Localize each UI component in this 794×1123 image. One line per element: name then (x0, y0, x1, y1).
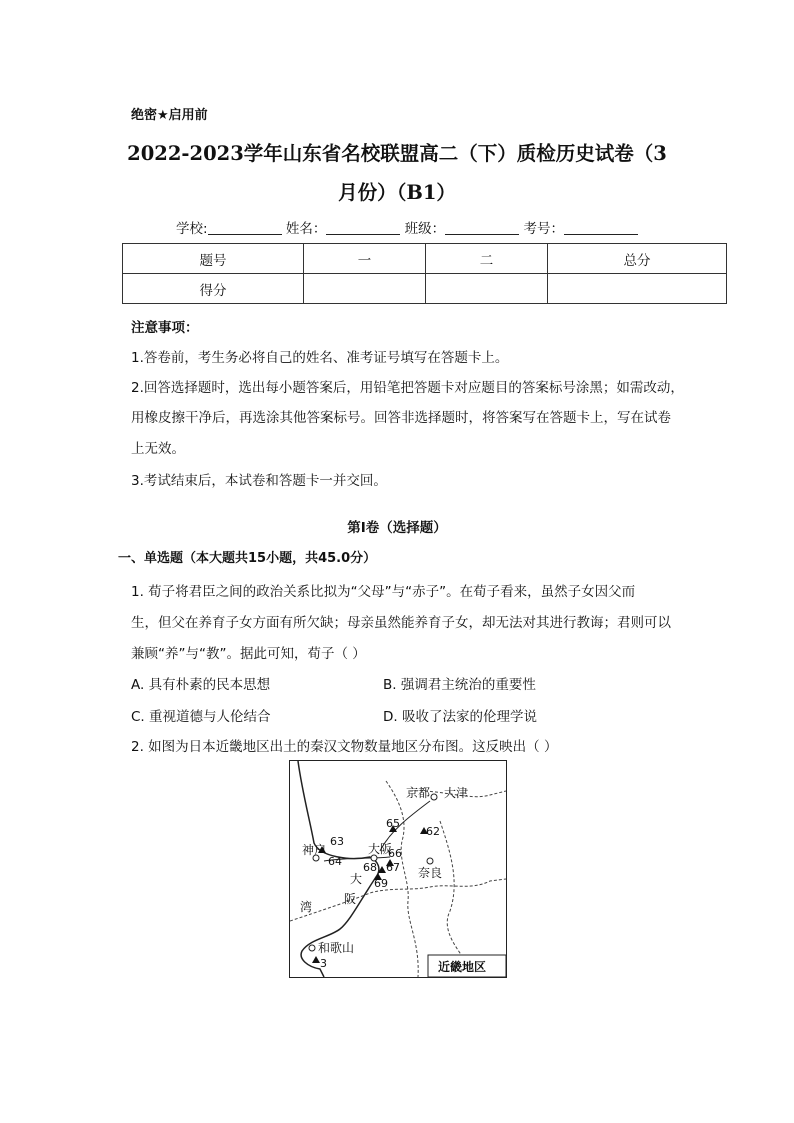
school-blank[interactable] (208, 221, 282, 235)
otsu-label: 大津 (444, 786, 469, 800)
site-number: 63 (330, 835, 344, 848)
name-label: 姓名： (285, 221, 327, 237)
q1-option-a[interactable]: A. 具有朴素的民本思想 (131, 677, 271, 693)
prefecture-border (290, 879, 506, 921)
legend-label: 近畿地区 (438, 960, 487, 974)
site-triangle (312, 956, 320, 963)
class-blank[interactable] (445, 221, 519, 235)
prefecture-border (386, 781, 418, 977)
site-number: 68 (363, 861, 377, 874)
name-blank[interactable] (326, 221, 400, 235)
number-label: 考号： (523, 221, 564, 237)
site-number: 67 (386, 861, 400, 874)
table-cell: 得分 (123, 274, 304, 304)
site-number: 66 (388, 847, 402, 860)
q1-option-c[interactable]: C. 重视道德与人伦结合 (131, 709, 271, 725)
site-number: 64 (328, 855, 342, 868)
school-label: 学校: (176, 221, 208, 237)
site-number: 65 (386, 817, 400, 830)
kobe-label: 神户 (302, 843, 327, 857)
section-title: 第Ⅰ卷（选择题） (347, 520, 447, 536)
notice-item-1: 1.答卷前，考生务必将自己的姓名、准考证号填写在答题卡上。 (131, 350, 509, 366)
notice-item-3: 3.考试结束后，本试卷和答题卡一并交回。 (131, 473, 387, 489)
section-subtitle: 一、单选题（本大题共15小题，共45.0分） (118, 551, 377, 566)
bay-label: 阪 (344, 892, 357, 906)
nara-marker (427, 858, 433, 864)
table-cell: 一 (304, 244, 426, 274)
kyoto-marker (431, 794, 437, 800)
bay-label: 湾 (300, 900, 313, 914)
score-cell[interactable] (548, 274, 727, 304)
prefecture-border (440, 821, 465, 961)
table-cell: 总分 (548, 244, 727, 274)
number-blank[interactable] (564, 221, 638, 235)
q1-stem-line2: 生，但父在养育子女方面有所欠缺；母亲虽然能养育子女，却无法对其进行教诲；君则可以 (131, 615, 671, 631)
q2-stem: 2. 如图为日本近畿地区出土的秦汉文物数量地区分布图。这反映出（ ） (131, 739, 558, 755)
bay-label: 大 (350, 872, 363, 886)
kyoto-label: 京都 (406, 786, 431, 800)
table-cell: 二 (426, 244, 548, 274)
site-number: 69 (374, 877, 388, 890)
score-table (122, 243, 727, 304)
q1-option-d[interactable]: D. 吸收了法家的伦理学说 (383, 709, 537, 725)
kinki-map (289, 760, 507, 978)
q1-stem-line3: 兼顾“养”与“教”。据此可知，荀子（ ） (131, 646, 366, 662)
site-number: 62 (426, 825, 440, 838)
table-row (123, 244, 727, 274)
notice-item-2-line3: 上无效。 (131, 441, 185, 457)
notice-item-2-line1: 2.回答选择题时，选出每小题答案后，用铅笔把答题卡对应题目的答案标号涂黑；如需改动， (131, 380, 684, 396)
map-graphic (290, 761, 506, 977)
table-cell: 题号 (123, 244, 304, 274)
table-row (123, 274, 727, 304)
score-cell[interactable] (304, 274, 426, 304)
score-cell[interactable] (426, 274, 548, 304)
q1-option-b[interactable]: B. 强调君主统治的重要性 (383, 677, 536, 693)
exam-title-line2: 月份）（B1） (338, 181, 456, 204)
osaka-label: 大阪 (368, 842, 393, 856)
student-info-line (176, 217, 638, 237)
wakayama-marker (309, 945, 315, 951)
confidential-label: 绝密★启用前 (131, 108, 208, 123)
notice-item-2-line2: 用橡皮擦干净后，再选涂其他答案标号。回答非选择题时，将答案写在答题卡上，写在试卷 (131, 410, 671, 426)
exam-title-line1: 2022-2023学年山东省名校联盟高二（下）质检历史试卷（3 (127, 142, 667, 165)
nara-label: 奈良 (418, 866, 443, 880)
wakayama-label: 和歌山 (318, 941, 355, 955)
notice-title: 注意事项： (131, 320, 199, 336)
site-number: 3 (320, 957, 327, 970)
q1-stem-line1: 1. 荀子将君臣之间的政治关系比拟为“父母”与“赤子”。在荀子看来，虽然子女因父而 (131, 584, 636, 600)
class-label: 班级： (404, 221, 446, 237)
